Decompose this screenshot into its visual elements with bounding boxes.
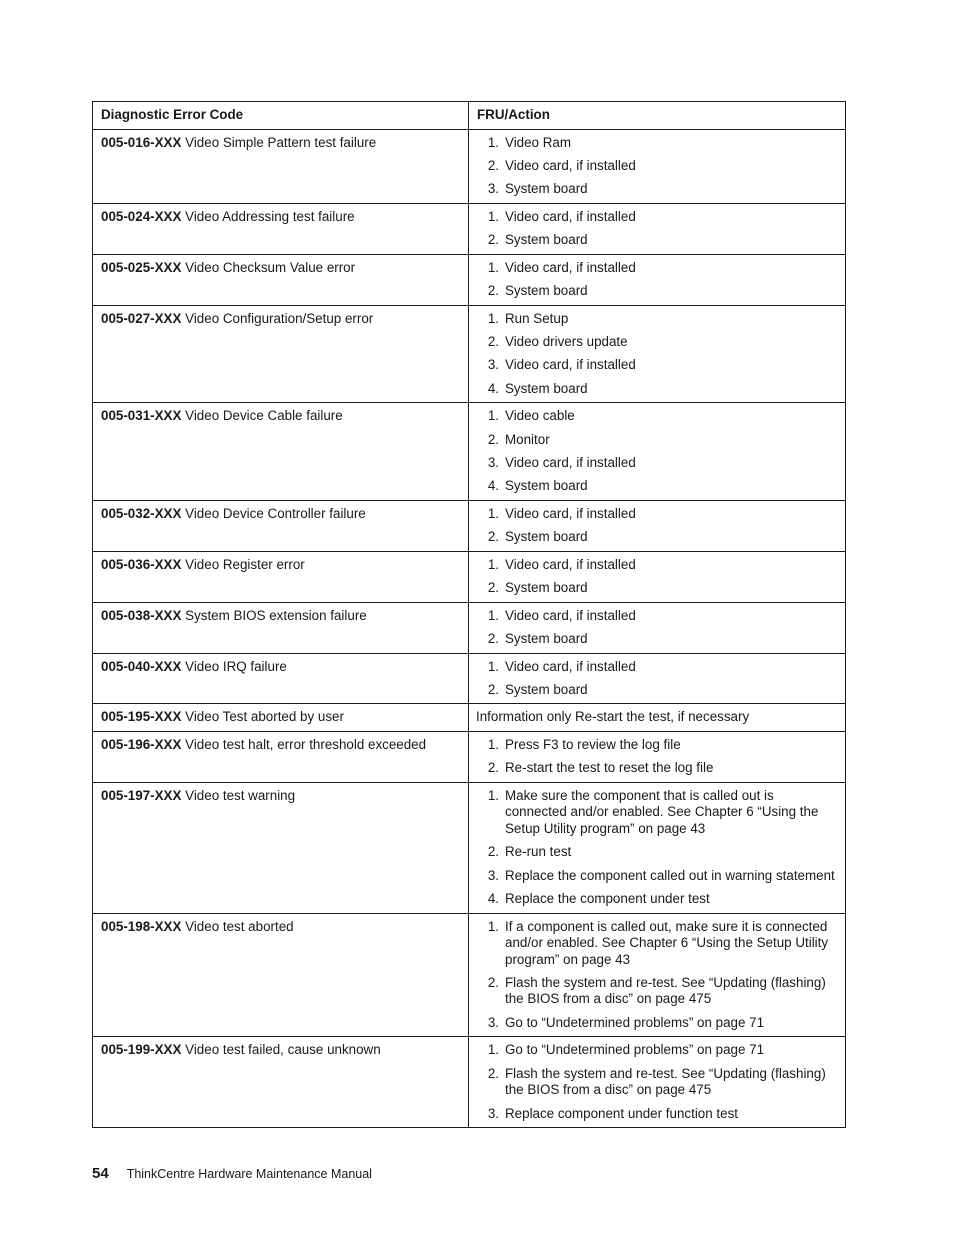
error-code-cell	[93, 731, 469, 782]
fru-action-list	[476, 737, 839, 777]
list-item-text: Video card, if installed	[505, 505, 636, 521]
list-item-number: 1.	[487, 208, 499, 224]
fru-action-cell	[469, 913, 846, 1037]
fru-action-list	[476, 408, 839, 495]
list-item-number: 4.	[487, 478, 499, 494]
error-description: Video Checksum Value error	[185, 259, 356, 275]
list-item-text: Video card, if installed	[505, 658, 636, 674]
list-item-number: 3.	[487, 1014, 499, 1030]
list-item-number: 3.	[487, 357, 499, 373]
list-item-text: System board	[505, 529, 588, 545]
list-item-number: 2.	[487, 844, 499, 860]
error-code: 005-038-XXX	[101, 607, 182, 623]
list-item	[476, 631, 839, 648]
error-code-cell	[93, 602, 469, 653]
error-description: Video Device Controller failure	[185, 505, 366, 521]
fru-action-list	[476, 557, 839, 597]
list-item	[476, 158, 839, 175]
list-item-text: System board	[505, 181, 588, 197]
list-item	[476, 1042, 839, 1059]
list-item-number: 3.	[487, 455, 499, 471]
list-item-number: 2.	[487, 157, 499, 173]
list-item-number: 2.	[487, 974, 499, 990]
table-body	[93, 129, 846, 1128]
list-item	[476, 1015, 839, 1032]
table-header-row	[93, 102, 846, 130]
list-item-text: Replace the component called out in warning statement	[505, 867, 835, 883]
error-code-cell	[93, 129, 469, 203]
error-code-cell	[93, 551, 469, 602]
table-row	[93, 653, 846, 704]
list-item-text: Flash the system and re-test. See “Updating (flashing) the BIOS from a disc” on page 475	[505, 974, 826, 1007]
list-item-text: Replace the component under test	[505, 891, 710, 907]
fru-action-list	[476, 506, 839, 546]
list-item-text: Go to “Undetermined problems” on page 71	[505, 1014, 765, 1030]
list-item	[476, 529, 839, 546]
list-item	[476, 868, 839, 885]
list-item-text: Video card, if installed	[505, 556, 636, 572]
list-item	[476, 580, 839, 597]
fru-action-list	[476, 919, 839, 1032]
fru-action-cell	[469, 1037, 846, 1128]
fru-action-list	[476, 311, 839, 398]
fru-action-cell	[469, 129, 846, 203]
error-code-cell	[93, 653, 469, 704]
list-item-text: Run Setup	[505, 310, 569, 326]
list-item-number: 3.	[487, 181, 499, 197]
list-item-number: 1.	[487, 918, 499, 934]
error-code-cell	[93, 305, 469, 403]
error-code: 005-024-XXX	[101, 208, 182, 224]
list-item	[476, 737, 839, 754]
list-item-number: 2.	[487, 529, 499, 545]
list-item-number: 4.	[487, 380, 499, 396]
list-item-number: 1.	[487, 134, 499, 150]
list-item-text: System board	[505, 380, 588, 396]
list-item	[476, 135, 839, 152]
table-row	[93, 129, 846, 203]
table-row	[93, 551, 846, 602]
fru-action-cell	[469, 203, 846, 254]
table-row	[93, 305, 846, 403]
table-row	[93, 1037, 846, 1128]
error-code: 005-016-XXX	[101, 134, 182, 150]
fru-action-cell	[469, 731, 846, 782]
list-item-text: System board	[505, 580, 588, 596]
table-row	[93, 403, 846, 501]
list-item-number: 2.	[487, 1065, 499, 1081]
list-item-text: Video card, if installed	[505, 259, 636, 275]
fru-action-cell	[469, 403, 846, 501]
list-item-number: 1.	[487, 607, 499, 623]
fru-action-cell	[469, 254, 846, 305]
list-item-number: 1.	[487, 556, 499, 572]
list-item-text: Video card, if installed	[505, 208, 636, 224]
fru-action-list	[476, 1042, 839, 1122]
error-description: Video test aborted	[185, 918, 294, 934]
list-item	[476, 408, 839, 425]
list-item	[476, 1106, 839, 1123]
list-item-text: Video card, if installed	[505, 607, 636, 623]
error-code-cell	[93, 704, 469, 732]
list-item-number: 3.	[487, 1105, 499, 1121]
error-description: Video Test aborted by user	[185, 709, 344, 725]
list-item-text: If a component is called out, make sure it is connected and/or enabled. See Chapter 6 “Using the Setup Utility program” on page 43	[505, 918, 829, 967]
fru-action-list	[476, 608, 839, 648]
fru-action-list	[476, 135, 839, 198]
fru-action-cell	[469, 653, 846, 704]
table-row	[93, 704, 846, 732]
fru-action-cell	[469, 782, 846, 913]
list-item	[476, 181, 839, 198]
list-item-number: 1.	[487, 787, 499, 803]
fru-action-cell	[469, 602, 846, 653]
error-code-cell	[93, 403, 469, 501]
list-item-number: 2.	[487, 232, 499, 248]
list-item-text: Re-run test	[505, 844, 572, 860]
error-description: Video test failed, cause unknown	[185, 1042, 381, 1058]
page-number: 54	[92, 1165, 109, 1182]
list-item-number: 2.	[487, 283, 499, 299]
list-item	[476, 659, 839, 676]
list-item	[476, 381, 839, 398]
list-item	[476, 608, 839, 625]
fru-action-cell	[469, 704, 846, 732]
list-item	[476, 209, 839, 226]
list-item-text: Re-start the test to reset the log file	[505, 760, 714, 776]
list-item-text: Video drivers update	[505, 333, 628, 349]
list-item	[476, 682, 839, 699]
list-item-number: 2.	[487, 760, 499, 776]
list-item	[476, 760, 839, 777]
list-item-text: System board	[505, 283, 588, 299]
error-description: Video Simple Pattern test failure	[185, 134, 377, 150]
list-item-text: Video cable	[505, 408, 575, 424]
fru-action-note: Information only Re-start the test, if necessary	[476, 709, 750, 725]
list-item	[476, 432, 839, 449]
list-item-text: System board	[505, 681, 588, 697]
list-item	[476, 478, 839, 495]
list-item	[476, 357, 839, 374]
list-item-number: 2.	[487, 580, 499, 596]
error-code: 005-036-XXX	[101, 556, 182, 572]
error-code: 005-032-XXX	[101, 505, 182, 521]
list-item	[476, 891, 839, 908]
list-item	[476, 283, 839, 300]
header-diagnostic-error-code: Diagnostic Error Code	[93, 102, 469, 130]
error-description: Video Configuration/Setup error	[185, 310, 374, 326]
error-code-cell	[93, 203, 469, 254]
fru-action-cell	[469, 305, 846, 403]
list-item-number: 3.	[487, 867, 499, 883]
list-item-number: 1.	[487, 259, 499, 275]
error-code: 005-031-XXX	[101, 408, 182, 424]
list-item	[476, 311, 839, 328]
error-description: Video Addressing test failure	[185, 208, 355, 224]
list-item-text: Video card, if installed	[505, 157, 636, 173]
error-code-cell	[93, 913, 469, 1037]
table-row	[93, 500, 846, 551]
error-code: 005-198-XXX	[101, 918, 182, 934]
page-footer	[92, 1165, 372, 1182]
list-item	[476, 844, 839, 861]
list-item-text: Go to “Undetermined problems” on page 71	[505, 1042, 765, 1058]
list-item	[476, 232, 839, 249]
list-item	[476, 919, 839, 969]
list-item-text: System board	[505, 478, 588, 494]
list-item-text: System board	[505, 631, 588, 647]
list-item-number: 2.	[487, 631, 499, 647]
table-row	[93, 782, 846, 913]
list-item-number: 2.	[487, 681, 499, 697]
list-item-number: 1.	[487, 1042, 499, 1058]
list-item-text: Video Ram	[505, 134, 571, 150]
list-item-text: Make sure the component that is called out is connected and/or enabled. See Chapter 6 “Using the Setup Utility program” on page 43	[505, 787, 819, 836]
header-fru-action: FRU/Action	[469, 102, 846, 130]
error-code-cell	[93, 1037, 469, 1128]
table-row	[93, 203, 846, 254]
list-item	[476, 506, 839, 523]
fru-action-cell	[469, 500, 846, 551]
error-code-cell	[93, 782, 469, 913]
list-item-number: 1.	[487, 505, 499, 521]
fru-action-list	[476, 788, 839, 908]
list-item-text: Video card, if installed	[505, 455, 636, 471]
list-item-number: 1.	[487, 408, 499, 424]
list-item-text: System board	[505, 232, 588, 248]
list-item	[476, 260, 839, 277]
list-item	[476, 334, 839, 351]
error-code: 005-199-XXX	[101, 1042, 182, 1058]
error-description: Video test halt, error threshold exceeded	[185, 736, 427, 752]
list-item-number: 1.	[487, 310, 499, 326]
list-item-number: 1.	[487, 658, 499, 674]
list-item-number: 4.	[487, 891, 499, 907]
list-item-text: Replace component under function test	[505, 1105, 738, 1121]
list-item-text: Flash the system and re-test. See “Updating (flashing) the BIOS from a disc” on page 475	[505, 1065, 826, 1098]
list-item-text: Press F3 to review the log file	[505, 736, 681, 752]
list-item-text: Monitor	[505, 431, 550, 447]
table-row	[93, 254, 846, 305]
error-code: 005-025-XXX	[101, 259, 182, 275]
list-item-number: 1.	[487, 736, 499, 752]
list-item	[476, 975, 839, 1008]
error-code-cell	[93, 254, 469, 305]
table-row	[93, 602, 846, 653]
list-item	[476, 557, 839, 574]
error-code: 005-040-XXX	[101, 658, 182, 674]
fru-action-list	[476, 209, 839, 249]
table-row	[93, 731, 846, 782]
error-code-cell	[93, 500, 469, 551]
list-item	[476, 1066, 839, 1099]
error-code: 005-195-XXX	[101, 709, 182, 725]
list-item	[476, 455, 839, 472]
fru-action-cell	[469, 551, 846, 602]
table-row	[93, 913, 846, 1037]
diagnostic-error-table	[92, 101, 846, 1128]
error-description: System BIOS extension failure	[185, 607, 367, 623]
fru-action-list	[476, 260, 839, 300]
list-item-number: 2.	[487, 333, 499, 349]
error-code: 005-196-XXX	[101, 736, 182, 752]
error-code: 005-197-XXX	[101, 787, 182, 803]
manual-title: ThinkCentre Hardware Maintenance Manual	[126, 1167, 372, 1181]
error-description: Video Device Cable failure	[185, 408, 343, 424]
error-code: 005-027-XXX	[101, 310, 182, 326]
fru-action-list	[476, 659, 839, 699]
list-item-text: Video card, if installed	[505, 357, 636, 373]
error-description: Video test warning	[185, 787, 296, 803]
error-description: Video IRQ failure	[185, 658, 287, 674]
list-item	[476, 788, 839, 838]
error-description: Video Register error	[185, 556, 305, 572]
list-item-number: 2.	[487, 431, 499, 447]
